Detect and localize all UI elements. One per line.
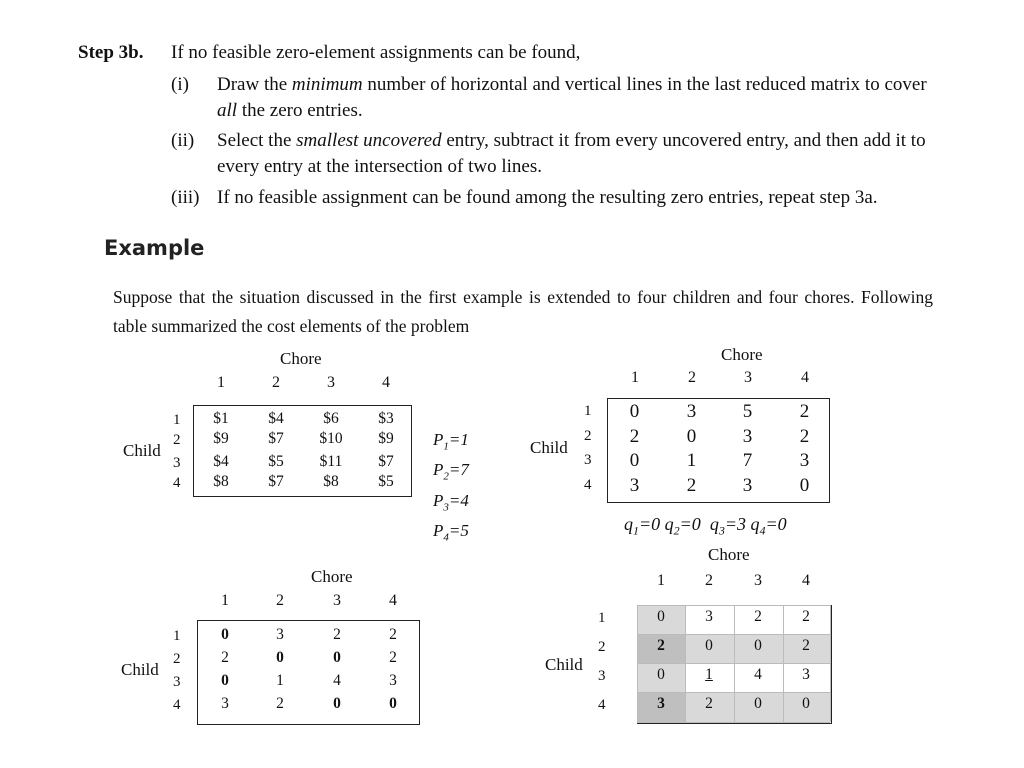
table-cell: 0 xyxy=(657,666,665,683)
table-cell: $3 xyxy=(378,410,394,427)
row-header: 4 xyxy=(584,477,592,493)
column-header: 2 xyxy=(688,369,696,386)
table-cell: 0 xyxy=(629,401,641,422)
table-cell: 3 xyxy=(742,426,754,447)
table-cell: 3 xyxy=(389,672,397,689)
table-cell: $7 xyxy=(268,473,284,490)
table-cell: 3 xyxy=(705,608,713,625)
chore-caption: Chore xyxy=(280,349,322,368)
step-intro: If no feasible zero-element assignments can be found, xyxy=(171,42,581,63)
grid-line xyxy=(830,605,831,722)
column-header: 4 xyxy=(801,369,809,386)
column-header: 1 xyxy=(217,374,225,391)
row-header: 2 xyxy=(584,428,592,444)
table-cell: 3 xyxy=(629,475,641,496)
q-values xyxy=(624,514,787,539)
table-cell: $5 xyxy=(268,453,284,470)
table-cell: $5 xyxy=(378,473,394,490)
table-cell: 2 xyxy=(802,637,810,654)
row-header: 3 xyxy=(584,452,592,468)
item-text: Select the smallest uncovered entry, subtract it from every uncovered entry, and then add it to every entry at the intersection of two lines. xyxy=(217,130,926,177)
row-header: 3 xyxy=(173,455,181,471)
table-cell: $7 xyxy=(378,453,394,470)
row-header: 4 xyxy=(598,697,606,713)
table-cell: 0 xyxy=(799,475,811,496)
table-cell: 0 xyxy=(333,649,341,666)
table-cell: 0 xyxy=(754,637,762,654)
table-cell: 5 xyxy=(742,401,754,422)
item-text: Draw the minimum number of horizontal and vertical lines in the last reduced matrix to cover all the zero entries. xyxy=(217,74,927,121)
row-header: 3 xyxy=(173,674,181,690)
item-number: (iii) xyxy=(171,187,200,208)
table-cell: 7 xyxy=(742,450,754,471)
q-value-2: $q_2=0$ xyxy=(664,514,701,538)
table-cell: 2 xyxy=(754,608,762,625)
table-cell: 0 xyxy=(705,637,713,654)
item-number: (i) xyxy=(171,74,189,95)
column-header: 3 xyxy=(333,592,341,609)
table-cell: $7 xyxy=(268,430,284,447)
p-value-4: $P_4=5$ xyxy=(433,521,469,544)
table-cell: 3 xyxy=(799,450,811,471)
grid-line xyxy=(637,663,830,664)
table-cell: $6 xyxy=(323,410,339,427)
step-label: Step 3b. xyxy=(78,42,144,63)
table-cell: 1 xyxy=(705,666,713,683)
table-cell: 0 xyxy=(333,695,341,712)
column-header: 4 xyxy=(802,572,810,589)
table-cell: 2 xyxy=(657,637,665,654)
column-header: 4 xyxy=(382,374,390,391)
p-values xyxy=(433,428,469,550)
table-cell: 0 xyxy=(802,695,810,712)
table-cell: 3 xyxy=(276,626,284,643)
row-header: 1 xyxy=(584,403,592,419)
table-cell: $8 xyxy=(323,473,339,490)
grid-line xyxy=(637,722,830,723)
table-cell: 0 xyxy=(221,672,229,689)
table-cell: 2 xyxy=(802,608,810,625)
column-header: 1 xyxy=(657,572,665,589)
table-cell: $4 xyxy=(213,453,229,470)
table-cell: 3 xyxy=(686,401,698,422)
item-number: (ii) xyxy=(171,130,195,151)
table-cell: 0 xyxy=(686,426,698,447)
p-value-3: $P_3=4$ xyxy=(433,490,469,514)
row-header: 4 xyxy=(173,475,181,491)
table-cell: 3 xyxy=(802,666,810,683)
row-header: 2 xyxy=(598,639,606,655)
row-header: 1 xyxy=(173,412,181,428)
table-cell: $10 xyxy=(319,430,343,447)
table-cell: 0 xyxy=(657,608,665,625)
column-header: 1 xyxy=(631,369,639,386)
grid-line xyxy=(637,634,830,635)
example-paragraph: Suppose that the situation discussed in the first example is extended to four children and four chores. Following table summarized the cost elements of the problem xyxy=(113,287,933,336)
table-cell: $11 xyxy=(319,453,343,470)
row-header: 1 xyxy=(598,610,606,626)
table-cell: 2 xyxy=(333,626,341,643)
table-cell: 2 xyxy=(686,475,698,496)
column-header: 3 xyxy=(744,369,752,386)
column-header: 2 xyxy=(272,374,280,391)
grid-line xyxy=(637,605,830,606)
table-cell: 3 xyxy=(742,475,754,496)
column-header: 1 xyxy=(221,592,229,609)
chore-caption: Chore xyxy=(708,545,750,564)
row-header: 2 xyxy=(173,651,181,667)
table-cell: 2 xyxy=(629,426,641,447)
table-cell: 0 xyxy=(754,695,762,712)
table-cell: 0 xyxy=(629,450,641,471)
table-cell: 1 xyxy=(686,450,698,471)
column-header: 4 xyxy=(389,592,397,609)
row-header: 1 xyxy=(173,628,181,644)
item-text: If no feasible assignment can be found among the resulting zero entries, repeat step 3a. xyxy=(217,187,878,208)
row-header: 3 xyxy=(598,668,606,684)
table-cell: 2 xyxy=(389,626,397,643)
table-cell: 2 xyxy=(221,649,229,666)
column-header: 2 xyxy=(276,592,284,609)
q-value-1: $q_1=0$ xyxy=(624,514,661,538)
table-cell: 3 xyxy=(657,695,665,712)
table-cell: 2 xyxy=(276,695,284,712)
column-header: 3 xyxy=(754,572,762,589)
q-value-4: $q_4=0$ xyxy=(750,514,787,538)
p-value-2: $P_2=7$ xyxy=(433,460,469,483)
table-cell: 3 xyxy=(221,695,229,712)
q-value-3: $q_3=3$ xyxy=(709,514,746,538)
table-cell: 4 xyxy=(754,666,762,683)
table-cell: 2 xyxy=(389,649,397,666)
row-header: 4 xyxy=(173,697,181,713)
child-label: Child xyxy=(123,441,161,460)
table-cell: 2 xyxy=(799,401,811,422)
chore-caption: Chore xyxy=(721,345,763,364)
table-cell: $1 xyxy=(213,410,229,427)
table-cell: 0 xyxy=(276,649,284,666)
table-cell: $9 xyxy=(378,430,394,447)
table-cell: 4 xyxy=(333,672,341,689)
table-cell: $4 xyxy=(268,410,284,427)
table-cell: $8 xyxy=(213,473,229,490)
child-label: Child xyxy=(121,660,159,679)
row-header: 2 xyxy=(173,432,181,448)
table-cell: 0 xyxy=(389,695,397,712)
child-label: Child xyxy=(530,438,568,457)
grid-line xyxy=(637,692,830,693)
p-value-1: $P_1=1$ xyxy=(433,430,469,453)
child-label: Child xyxy=(545,655,583,674)
table-cell: 2 xyxy=(799,426,811,447)
chore-caption: Chore xyxy=(311,567,353,586)
column-header: 3 xyxy=(327,374,335,391)
table-cell: 1 xyxy=(276,672,284,689)
table-cell: 0 xyxy=(221,626,229,643)
example-heading: Example xyxy=(104,236,205,260)
table-cell: $9 xyxy=(213,430,229,447)
table-cell: 2 xyxy=(705,695,713,712)
column-header: 2 xyxy=(705,572,713,589)
